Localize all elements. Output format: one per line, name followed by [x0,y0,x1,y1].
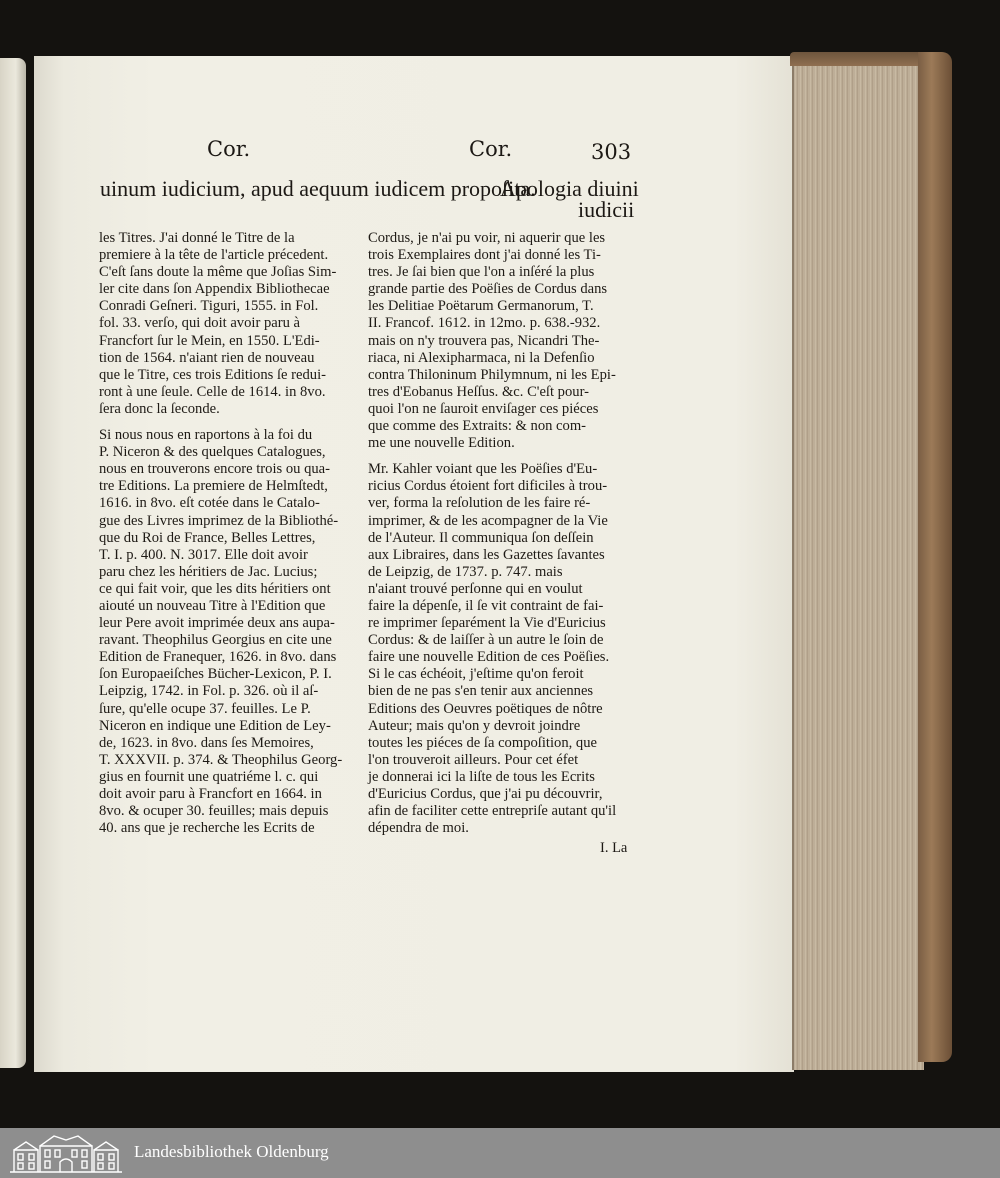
text-line: les Delitiae Poëtarum Germanorum, T. [368,298,594,315]
text-line: T. XXXVII. p. 374. & Theophilus Georg- [99,751,343,768]
text-line: bien de ne pas s'en tenir aux anciennes [368,683,594,700]
text-line: leur Pere avoit imprimée deux ans aupa- [99,615,335,632]
text-line: ver, forma la reſolution de les faire ré- [368,495,591,512]
text-line: Leipzig, 1742. in Fol. p. 326. où il aſ- [99,683,319,700]
text-line: n'aiant trouvé perſonne qui en voulut [368,580,583,597]
text-line: riaca, ni Alexipharmaca, ni la Defenſio [368,349,595,366]
text-line: gue des Livres imprimez de la Bibliothé- [99,512,339,529]
text-line: Niceron en indique une Edition de Ley- [99,717,331,734]
text-line: faire une nouvelle Edition de ces Poëſies. [368,649,610,666]
right-text-column [368,230,624,837]
text-line: Edition de Franequer, 1626. in 8vo. dans [99,649,337,666]
text-line: que le Titre, ces trois Editions ſe redui- [99,366,326,383]
text-line: ricius Cordus étoient fort dificiles à trou- [368,478,608,495]
text-line: tion de 1564. n'aiant rien de nouveau [99,349,315,366]
text-line: Auteur; mais qu'on y devroit joindre [368,717,581,734]
text-line: P. Niceron & des quelques Catalogues, [99,444,326,461]
text-line: de, 1623. in 8vo. dans ſes Memoires, [99,734,314,751]
text-line: T. I. p. 400. N. 3017. Elle doit avoir [99,546,308,563]
text-line: paru chez les héritiers de Jac. Lucius; [99,563,318,580]
text-line: nous en trouverons encore trois ou qua- [99,461,331,478]
text-line: C'eſt ſans doute la même que Joſias Sim- [99,264,337,281]
text-line: dépendra de moi. [368,820,469,837]
text-line: re imprimer ſeparément la Vie d'Euricius [368,615,606,632]
text-line: doit avoir paru à Francfort en 1664. in [99,786,322,802]
text-line: l'on trouveroit ailleurs. Pour cet éfet [368,751,579,768]
text-line: II. Francof. 1612. in 12mo. p. 638.-932. [368,315,601,332]
running-header-left: Cor. [207,137,251,161]
text-line: me une nouvelle Edition. [368,435,515,452]
text-line: les Titres. J'ai donné le Titre de la [99,230,295,246]
book-cover [918,52,952,1062]
text-line: faire la dépenſe, il ſe vit contraint de fai- [368,597,604,614]
text-line: Cordus: & de laiſſer à un autre le ſoin de [368,632,604,649]
library-name: Landesbibliothek Oldenburg [134,1142,329,1161]
text-line: trois Exemplaires dont j'ai donné les Ti- [368,247,601,264]
text-line: Mr. Kahler voiant que les Poëſies d'Eu- [368,461,598,478]
text-line: imprimer, & de les acompagner de la Vie [368,512,608,529]
book-title-right: Apologia diuini [500,176,639,201]
text-line: ſon Europaeiſches Bücher-Lexicon, P. I. [99,666,332,683]
text-line: ravant. Theophilus Georgius en cite une [99,632,332,649]
page-number: 303 [591,140,632,164]
book-page [34,56,794,1072]
text-line: gius en fournit une quatriéme l. c. qui [99,768,319,785]
book-page-edges [792,60,924,1070]
book-title-left: uinum iudicium, apud aequum iudicem propoſita. [100,176,536,201]
library-building-icon [8,1132,124,1174]
text-line: tre Editions. La premiere de Helmſtedt, [99,478,328,495]
facing-page-edge [0,58,26,1068]
catchword: I. La [600,840,628,856]
text-line: contra Thiloninum Philymnum, ni les Epi- [368,366,616,383]
text-line: Cordus, je n'ai pu voir, ni aquerir que les [368,230,606,246]
text-line: tres d'Eobanus Heſſus. &c. C'eſt pour- [368,383,589,400]
text-line: aiouté un nouveau Titre à l'Edition que [99,597,326,614]
text-line: mais on n'y trouvera pas, Nicandri The- [368,332,600,349]
text-line: aux Libraires, dans les Gazettes ſavantes [368,546,605,563]
text-line: de Leipzig, de 1737. p. 747. mais [368,563,563,580]
text-line: de l'Auteur. Il communiqua ſon deſſein [368,529,594,546]
text-line: grande partie des Poëſies de Cordus dans [368,281,608,298]
text-line: ſure, qu'elle ocupe 37. feuilles. Le P. [99,700,311,717]
text-line: Editions des Oeuvres poëtiques de nôtre [368,700,603,717]
text-line: premiere à la tête de l'article précedent. [99,247,329,264]
text-line: Si le cas échéoit, j'eſtime qu'on feroit [368,666,584,683]
text-line: 1616. in 8vo. eſt cotée dans le Catalo- [99,495,320,512]
text-line: que comme des Extraits: & non com- [368,418,587,435]
text-line: 40. ans que je recherche les Ecrits de [99,820,315,837]
text-line: d'Euricius Cordus, que j'ai pu découvrir, [368,786,603,802]
text-line: Conradi Geſneri. Tiguri, 1555. in Fol. [99,298,319,315]
text-line: fol. 33. verſo, qui doit avoir paru à [99,315,301,332]
text-line: quoi l'on ne ſauroit enviſager ces piéces [368,400,599,417]
text-line: Si nous nous en raportons à la foi du [99,427,313,444]
paragraph-break [99,418,354,427]
left-text-column [99,230,354,837]
text-line: afin de faciliter cette entrepriſe autant qu'il [368,803,617,820]
book-title-right-cont: iudicii [578,197,635,222]
text-line: ſera donc la ſeconde. [99,400,220,417]
footer-bar [0,1128,1000,1178]
text-line: ront à une ſeule. Celle de 1614. in 8vo. [99,383,326,400]
text-line: toutes les piéces de ſa compoſition, que [368,734,597,751]
text-line: que du Roi de France, Belles Lettres, [99,529,316,546]
text-line: 8vo. & ocuper 30. feuilles; mais depuis [99,803,329,820]
scan-background [0,0,1000,58]
text-line: tres. Je ſai bien que l'on a inſéré la plus [368,264,595,281]
paragraph-break [368,452,624,461]
running-header-center: Cor. [469,137,513,161]
text-line: Francfort ſur le Mein, en 1550. L'Edi- [99,332,320,349]
text-line: ce qui fait voir, que les dits héritiers ont [99,580,331,597]
text-line: ler cite dans ſon Appendix Bibliothecae [99,281,330,298]
text-line: je donnerai ici la liſte de tous les Ecrits [368,768,595,785]
